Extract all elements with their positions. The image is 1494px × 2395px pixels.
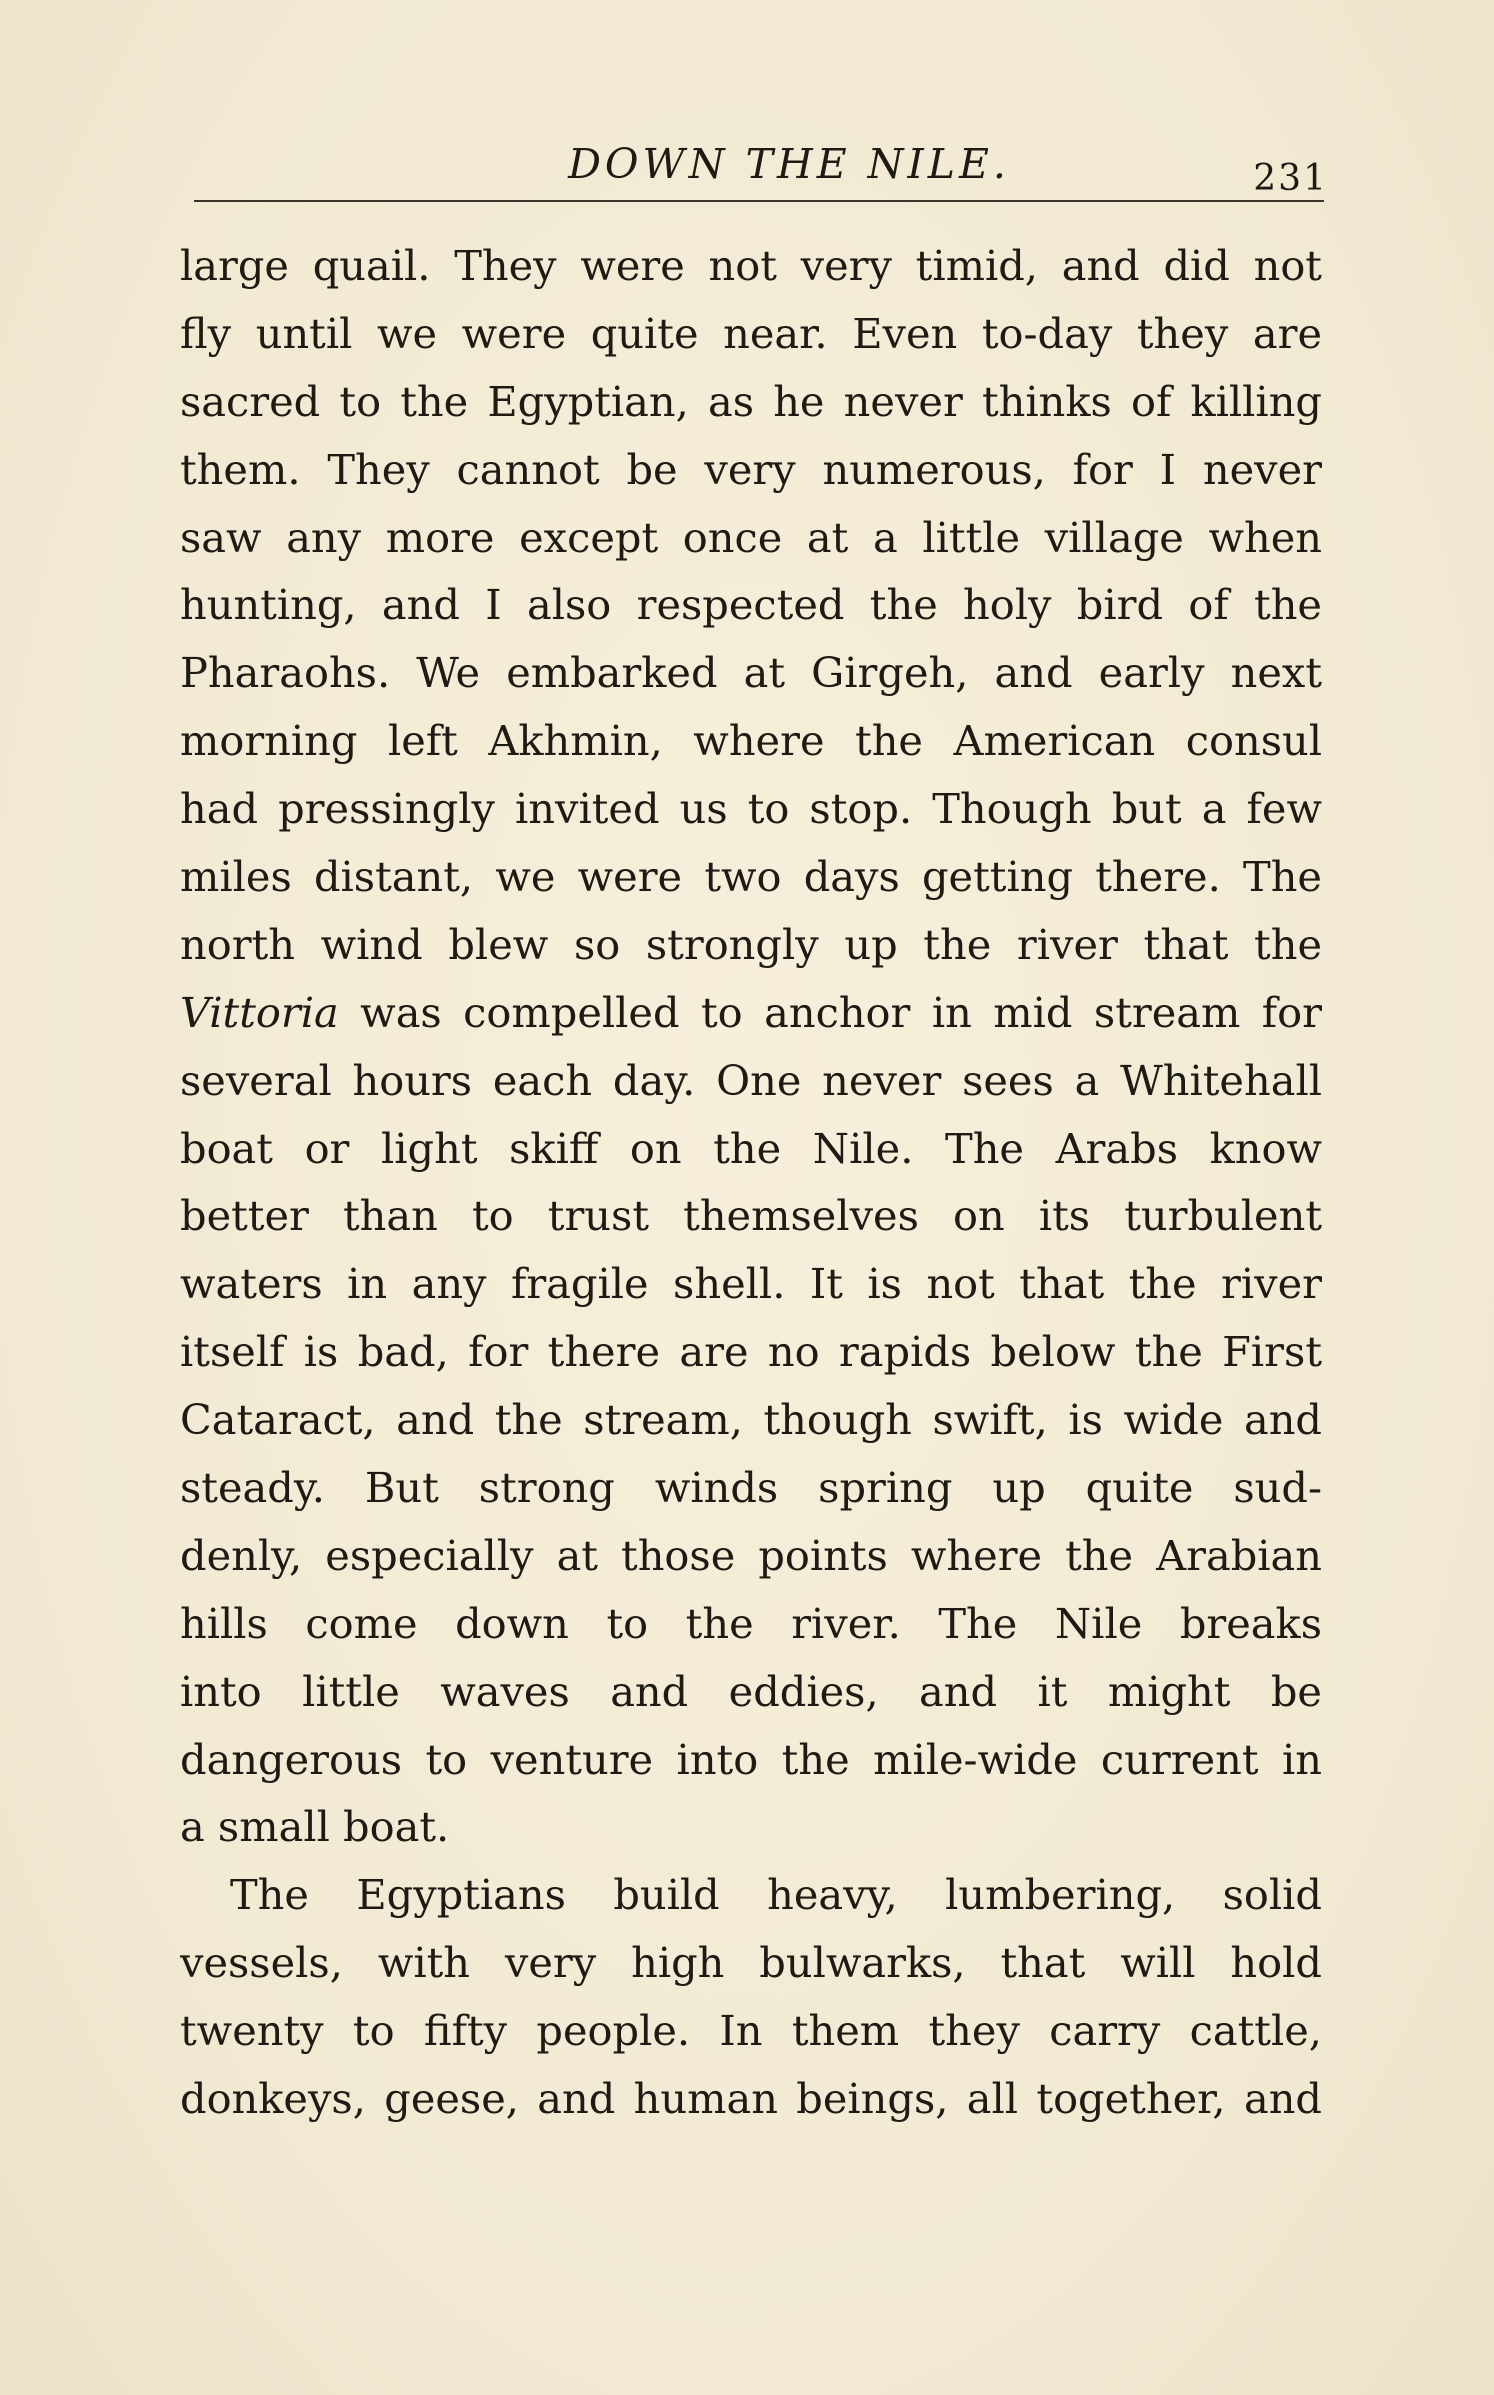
body-text: [180, 232, 1322, 2133]
text-line: better than to trust themselves on its turbulent: [180, 1191, 1322, 1241]
text-line: twenty to fifty people. In them they carry cattle,: [180, 2006, 1322, 2056]
text-line: dangerous to venture into the mile-wide current in: [180, 1734, 1322, 1784]
text-line-rest: was compelled to anchor in mid stream for: [360, 987, 1322, 1037]
text-line: donkeys, geese, and human beings, all together, and: [180, 2074, 1322, 2124]
text-line: north wind blew so strongly up the river that the: [180, 919, 1322, 969]
text-line: saw any more except once at a little village when: [180, 512, 1322, 562]
text-line: had pressingly invited us to stop. Though but a few: [180, 784, 1322, 834]
text-line: steady. But strong winds spring up quite sud-: [180, 1463, 1322, 1513]
text-line: itself is bad, for there are no rapids below the First: [180, 1327, 1322, 1377]
text-line: several hours each day. One never sees a Whitehall: [180, 1055, 1322, 1105]
running-title: DOWN THE NILE.: [568, 140, 1010, 188]
text-line: denly, especially at those points where the Arabian: [180, 1530, 1322, 1580]
text-line: miles distant, we were two days getting there. The: [180, 852, 1322, 902]
boat-name-italic: Vittoria: [180, 987, 339, 1037]
text-line: Pharaohs. We embarked at Girgeh, and early next: [180, 648, 1322, 698]
text-line: morning left Akhmin, where the American consul: [180, 716, 1322, 766]
text-line: The Egyptians build heavy, lumbering, solid: [230, 1870, 1322, 1920]
text-line: large quail. They were not very timid, and did not: [180, 241, 1322, 290]
running-head: [194, 140, 1344, 200]
text-line: hunting, and I also respected the holy bird of the: [180, 580, 1322, 630]
text-line: boat or light skiff on the Nile. The Arabs know: [180, 1123, 1322, 1173]
text-line: waters in any fragile shell. It is not that the river: [180, 1259, 1322, 1309]
text-line: fly until we were quite near. Even to-day they are: [180, 308, 1322, 358]
text-line: Cataract, and the stream, though swift, is wide and: [180, 1395, 1322, 1445]
text-line: vessels, with very high bulwarks, that will hold: [180, 1938, 1322, 1988]
text-line: a small boat.: [180, 1802, 450, 1852]
text-line: hills come down to the river. The Nile breaks: [180, 1598, 1322, 1648]
text-line: [180, 979, 1322, 1047]
header-rule: [194, 200, 1324, 202]
text-line: into little waves and eddies, and it might be: [180, 1666, 1322, 1716]
text-line: them. They cannot be very numerous, for I never: [180, 444, 1322, 494]
text-line: sacred to the Egyptian, as he never thinks of killing: [180, 376, 1322, 426]
page-number: 231: [1253, 158, 1328, 199]
